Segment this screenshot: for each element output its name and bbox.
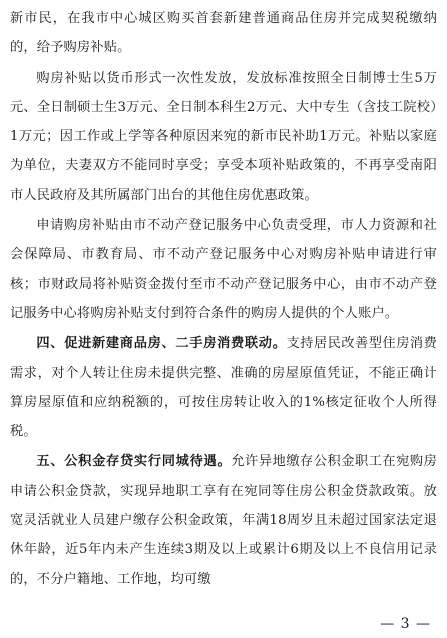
paragraph-5	[10, 447, 437, 593]
paragraph-2-text: 购房补贴以货币形式一次性发放，发放标准按照全日制博士生5万元、全日制硕士生3万元、全日制本科生2万元、大中专生（含技工院校）1万元；因工作或上学等各种原因来宛的新市民补助1万元。补贴以家庭为单位，夫妻双方不能同时享受；享受本项补贴政策的，不再享受南阳市人民政府及其所属部门出台的其他住房优惠政策。	[10, 70, 437, 203]
paragraph-4	[10, 329, 437, 446]
page-number: — 3 —	[380, 616, 431, 632]
section-heading-4: 四、促进新建商品房、二手房消费联动。	[36, 336, 287, 352]
paragraph-3-text: 申请购房补贴由市不动产登记服务中心负责受理，市人力资源和社会保障局、市教育局、市不动产登记服务中心对购房补贴申请进行审核；市财政局将补贴资金拨付至市不动产登记服务中心，由市不动产登记服务中心将购房补贴支付到符合条件的购房人提供的个人账户。	[10, 218, 437, 321]
paragraph-5-text: 允许异地缴存公积金职工在宛购房申请公积金贷款，实现异地职工享有在宛同等住房公积金贷款政策。放宽灵活就业人员建户缴存公积金政策，年满18周岁且未超过国家法定退休年龄，近5年内未产生连续3期及以上或累计6期及以上不良信用记录的，不分户籍地、工作地，均可缴	[10, 454, 437, 587]
paragraph-1-text: 新市民，在我市中心城区购买首套新建普通商品住房并完成契税缴纳的，给予购房补贴。	[10, 11, 437, 56]
paragraph-4-text: 支持居民改善型住房消费需求，对个人转让住房未提供完整、准确的房屋原值凭证，不能正确计算房屋原值和应纳税额的，可按住房转让收入的1%核定征收个人所得税。	[10, 336, 438, 440]
paragraph-3	[10, 211, 437, 328]
paragraph-2	[10, 64, 437, 210]
section-heading-5: 五、公积金存贷实行同城待遇。	[36, 454, 232, 470]
paragraph-1	[10, 4, 437, 63]
